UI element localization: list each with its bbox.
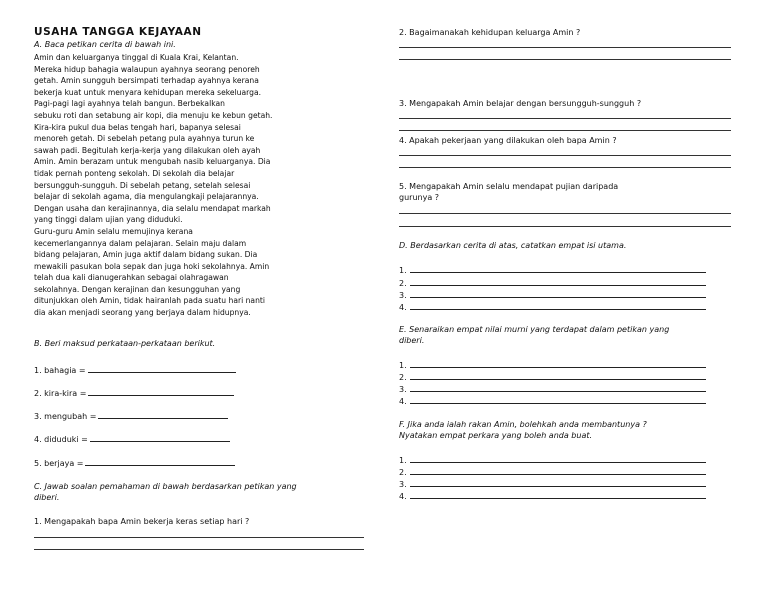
passage-line: tidak pernah ponteng sekolah. Di sekolah dia belajar (34, 168, 235, 178)
section-c-label: C. Jawab soalan pemahaman di bawah berdasarkan petikan yang diberi. (34, 482, 297, 502)
answer-line[interactable] (399, 47, 731, 48)
passage-line: sawah padi. Begitulah kerja-kerja yang dilakukan oleh ayah (34, 145, 261, 155)
passage-line: dia akan menjadi seorang yang berjaya dalam hidupnya. (34, 308, 251, 318)
answer-blank[interactable] (410, 360, 706, 368)
section-d-item-3: 3. (399, 290, 706, 300)
worksheet-title: USAHA TANGGA KEJAYAAN (34, 26, 202, 38)
passage-line: Dengan usaha dan kerajinannya, dia selalu mendapat markah (34, 203, 271, 213)
answer-line[interactable] (399, 213, 731, 214)
passage-line: Amin. Amin berazam untuk mengubah nasib keluarganya. Dia (34, 157, 271, 167)
passage-line: kecemerlangannya dalam pelajaran. Selain maju dalam (34, 238, 247, 248)
passage-line: Mereka hidup bahagia walaupun ayahnya seorang penoreh (34, 64, 260, 74)
section-e-label: E. Senaraikan empat nilai murni yang terdapat dalam petikan yang diberi. (399, 325, 670, 345)
passage-line: Kira-kira pukul dua belas tengah hari, bapanya selesai (34, 122, 241, 132)
section-f-label: F. Jika anda ialah rakan Amin, bolehkah anda membantunya ? Nyatakan empat perkara yang boleh anda buat. (399, 420, 647, 440)
answer-blank[interactable] (90, 434, 230, 442)
passage-line: ditunjukkan oleh Amin, tidak hairanlah pada suatu hari nanti (34, 296, 265, 306)
answer-blank[interactable] (85, 458, 235, 466)
answer-blank[interactable] (88, 388, 234, 396)
vocab-item-5 (34, 458, 235, 468)
answer-line[interactable] (399, 167, 731, 168)
section-f-item-3: 3. (399, 479, 706, 489)
passage-line: yang tinggi dalam ujian yang diduduki. (34, 215, 183, 225)
story-passage (34, 52, 368, 319)
answer-blank[interactable] (410, 290, 706, 298)
vocab-word: 1. bahagia = (34, 366, 86, 375)
passage-line: sebuku roti dan setabung air kopi, dia menuju ke kebun getah. (34, 110, 273, 120)
passage-line: menoreh getah. Di sebelah petang pula ayahnya turun ke (34, 134, 255, 144)
question-c5-cont: gurunya ? (399, 193, 440, 202)
section-d-label: D. Berdasarkan cerita di atas, catatkan empat isi utama. (399, 241, 627, 250)
section-f-item-4: 4. (399, 491, 706, 501)
answer-blank[interactable] (98, 411, 228, 419)
answer-line[interactable] (399, 59, 731, 60)
passage-line: sekolahnya. Dengan kerajinan dan kesungguhan yang (34, 284, 241, 294)
passage-line: Amin dan keluarganya tinggal di Kuala Krai, Kelantan. (34, 53, 239, 62)
answer-blank[interactable] (410, 479, 706, 487)
question-c3: 3. Mengapakah Amin belajar dengan bersungguh-sungguh ? (399, 99, 642, 108)
answer-line[interactable] (34, 549, 364, 550)
vocab-word: 3. mengubah = (34, 412, 97, 421)
answer-blank[interactable] (410, 491, 706, 499)
section-f-item-1: 1. (399, 455, 706, 465)
vocab-item-2 (34, 388, 234, 398)
answer-blank[interactable] (410, 455, 706, 463)
section-a-label: A. Baca petikan cerita di bawah ini. (34, 40, 176, 49)
section-f-item-2: 2. (399, 467, 706, 477)
section-d-item-2: 2. (399, 278, 706, 288)
passage-line: belajar di sekolah agama, dia mengulangkaji pelajarannya. (34, 192, 259, 202)
section-e-item-4: 4. (399, 396, 706, 406)
answer-blank[interactable] (410, 384, 706, 392)
answer-blank[interactable] (410, 372, 706, 380)
passage-line: telah dua kali dianugerahkan sebagai olahragawan (34, 273, 229, 283)
question-c1: 1. Mengapakah bapa Amin bekerja keras setiap hari ? (34, 517, 250, 526)
vocab-item-1 (34, 365, 236, 375)
answer-line[interactable] (399, 130, 731, 131)
vocab-item-3 (34, 411, 228, 421)
answer-line[interactable] (399, 155, 731, 156)
vocab-word: 5. berjaya = (34, 459, 84, 468)
section-d-item-4: 4. (399, 302, 706, 312)
answer-blank[interactable] (88, 365, 236, 373)
passage-line: mewakili pasukan bola sepak dan juga hoki sekolahnya. Amin (34, 261, 270, 271)
passage-line: getah. Amin sungguh bersimpati terhadap ayahnya kerana (34, 76, 259, 86)
vocab-word: 2. kira-kira = (34, 389, 87, 398)
section-e-item-1: 1. (399, 360, 706, 370)
passage-line: bidang pelajaran, Amin juga aktif dalam bidang sukan. Dia (34, 250, 258, 260)
section-b-label: B. Beri maksud perkataan-perkataan berikut. (34, 339, 216, 348)
section-e-item-2: 2. (399, 372, 706, 382)
answer-line[interactable] (399, 118, 731, 119)
question-c4: 4. Apakah pekerjaan yang dilakukan oleh bapa Amin ? (399, 136, 617, 145)
answer-line[interactable] (34, 537, 364, 538)
vocab-word: 4. diduduki = (34, 435, 88, 444)
answer-line[interactable] (399, 226, 731, 227)
answer-blank[interactable] (410, 302, 706, 310)
answer-blank[interactable] (410, 467, 706, 475)
passage-line: Guru-guru Amin selalu memujinya kerana (34, 226, 193, 236)
section-d-item-1: 1. (399, 265, 706, 275)
passage-line: Pagi-pagi lagi ayahnya telah bangun. Berbekalkan (34, 99, 225, 109)
answer-blank[interactable] (410, 265, 706, 273)
question-c2: 2. Bagaimanakah kehidupan keluarga Amin ? (399, 28, 581, 37)
section-e-item-3: 3. (399, 384, 706, 394)
passage-line: bersungguh-sungguh. Di sebelah petang, setelah selesai (34, 180, 251, 190)
answer-blank[interactable] (410, 396, 706, 404)
answer-blank[interactable] (410, 278, 706, 286)
passage-line: bekerja kuat untuk menyara kehidupan mereka sekeluarga. (34, 87, 262, 97)
vocab-item-4 (34, 434, 230, 444)
question-c5: 5. Mengapakah Amin selalu mendapat pujian daripada (399, 182, 619, 191)
